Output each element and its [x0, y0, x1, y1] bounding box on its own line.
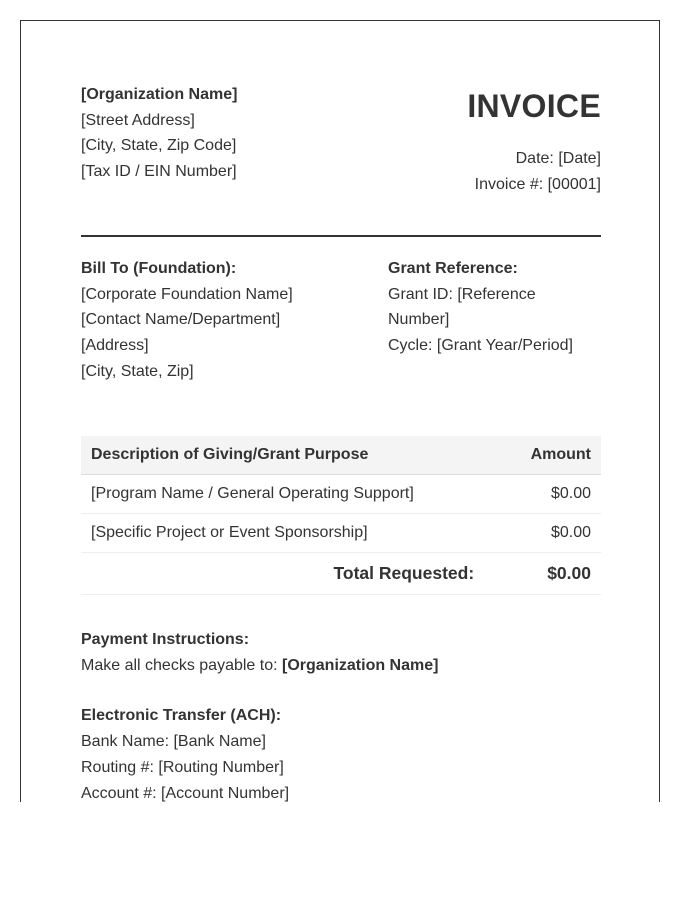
account-line: Account #: [Account Number] — [81, 784, 290, 802]
bill-to-line: [City, State, Zip] — [81, 362, 194, 380]
item-amount: $0.00 — [502, 475, 601, 514]
bill-to-block — [81, 256, 293, 385]
table-header-row — [81, 436, 601, 475]
routing-line: Routing #: [Routing Number] — [81, 758, 284, 776]
billing-section — [81, 256, 601, 436]
bill-to-line: [Contact Name/Department] — [81, 311, 281, 329]
invoice-number-value: [00001] — [547, 176, 601, 193]
invoice-meta — [467, 146, 601, 198]
item-amount: $0.00 — [502, 514, 601, 553]
invoice-content — [81, 82, 601, 806]
grant-cycle-line: Cycle: [Grant Year/Period] — [388, 337, 573, 355]
ach-heading: Electronic Transfer (ACH): — [81, 707, 282, 725]
total-label: Total Requested: — [81, 553, 502, 595]
payment-section — [81, 627, 601, 806]
bill-to-heading: Bill To (Foundation): — [81, 260, 237, 277]
item-description: [Specific Project or Event Sponsorship] — [81, 514, 502, 553]
invoice-title: INVOICE — [467, 88, 601, 124]
checks-line — [81, 653, 601, 679]
invoice-header — [81, 82, 601, 256]
header-divider — [81, 235, 601, 237]
organization-block — [81, 82, 237, 185]
payment-heading: Payment Instructions: — [81, 631, 250, 648]
description-column-header: Description of Giving/Grant Purpose — [81, 436, 502, 475]
invoice-number — [467, 172, 601, 198]
spacer — [81, 678, 601, 703]
grant-reference-block — [388, 256, 601, 359]
organization-name: [Organization Name] — [81, 86, 238, 103]
grant-id-line: Grant ID: [Reference Number] — [388, 285, 536, 329]
invoice-date-label: Date: — [515, 150, 554, 167]
line-items-table — [81, 436, 601, 595]
invoice-info-block — [467, 82, 601, 198]
invoice-page — [20, 20, 660, 802]
organization-street: [Street Address] — [81, 111, 195, 129]
bill-to-line: [Corporate Foundation Name] — [81, 285, 293, 303]
invoice-date-value: [Date] — [558, 150, 601, 167]
bill-to-line: [Address] — [81, 337, 149, 355]
organization-city: [City, State, Zip Code] — [81, 137, 237, 155]
total-row — [81, 553, 601, 595]
checks-text: Make all checks payable to: — [81, 656, 278, 674]
checks-payee: [Organization Name] — [282, 656, 439, 674]
item-description: [Program Name / General Operating Support] — [81, 475, 502, 514]
invoice-number-label: Invoice #: — [474, 176, 544, 193]
amount-column-header: Amount — [502, 436, 601, 475]
organization-tax-id: [Tax ID / EIN Number] — [81, 163, 237, 181]
table-row — [81, 475, 601, 514]
bank-name-line: Bank Name: [Bank Name] — [81, 733, 266, 751]
table-row — [81, 514, 601, 553]
grant-reference-heading: Grant Reference: — [388, 260, 518, 277]
invoice-date — [467, 146, 601, 172]
total-value: $0.00 — [502, 553, 601, 595]
